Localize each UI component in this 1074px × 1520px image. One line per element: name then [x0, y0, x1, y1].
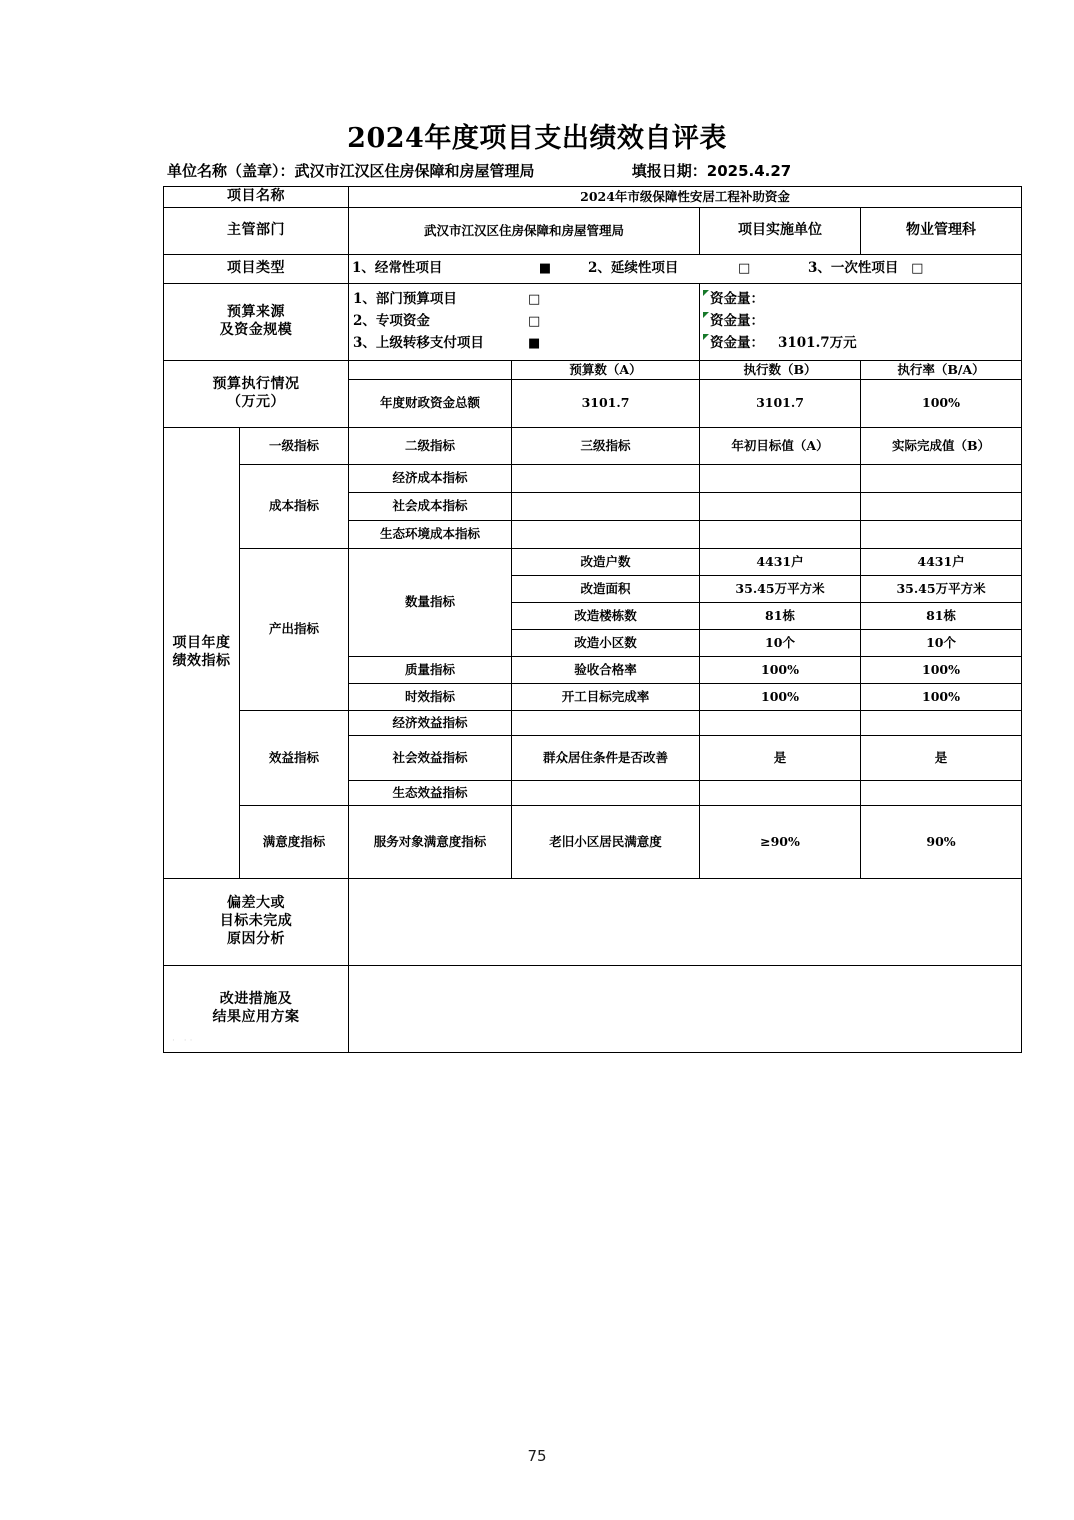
- report-date-value: 2025.4.27: [706, 162, 792, 180]
- indicator-level3: [512, 520, 700, 548]
- unit-name-value: 武汉市江汉区住房保障和房屋管理局: [294, 162, 535, 180]
- indicator-target: 4431户: [700, 548, 861, 575]
- budget-source-1-num: 1、: [353, 291, 376, 308]
- project-type-1-checkbox[interactable]: ■: [538, 261, 552, 277]
- indicator-level2: 时效指标: [349, 683, 512, 710]
- indicator-header-target: 年初目标值（A）: [700, 427, 861, 464]
- indicator-level2: 社会成本指标: [349, 492, 512, 520]
- table-row-deviation-analysis: [164, 878, 1022, 965]
- indicator-target: ≥90%: [700, 805, 861, 878]
- indicator-target: [700, 520, 861, 548]
- budget-exec-header-executed: 执行数（B）: [700, 360, 861, 379]
- indicator-header-actual: 实际完成值（B）: [861, 427, 1022, 464]
- page-title: 2024年度项目支出绩效自评表: [347, 123, 727, 154]
- indicator-level2: 经济成本指标: [349, 464, 512, 492]
- budget-exec-row-executed: 3101.7: [700, 379, 861, 427]
- performance-side-label-line2: 绩效指标: [172, 652, 231, 669]
- indicator-actual: 90%: [861, 805, 1022, 878]
- budget-source-3-checkbox[interactable]: ■: [528, 336, 541, 352]
- impl-unit-value: 物业管理科: [861, 207, 1022, 254]
- table-row-budget-source: [164, 283, 1022, 360]
- scan-artifact: · ··: [172, 1036, 196, 1046]
- table-row-benefit-1: [164, 710, 1022, 735]
- page-number: 75: [527, 1447, 547, 1465]
- project-type-2-checkbox[interactable]: □: [738, 261, 751, 277]
- indicator-level3: 改造小区数: [512, 629, 700, 656]
- indicator-target: [700, 464, 861, 492]
- indicator-level3: 改造户数: [512, 548, 700, 575]
- comment-marker-icon: [703, 334, 709, 340]
- project-type-3-label: 一次性项目: [830, 260, 899, 277]
- comment-marker-icon: [703, 312, 709, 318]
- improvement-label-line1: 改进措施及: [219, 991, 293, 1007]
- indicator-level3: 老旧小区居民满意度: [512, 805, 700, 878]
- table-row-project-name: [164, 187, 1022, 208]
- indicator-group-satisfaction: 满意度指标: [240, 805, 349, 878]
- performance-form-table: [163, 186, 1022, 1053]
- department-label: 主管部门: [164, 207, 349, 254]
- budget-exec-label-line2: （万元）: [227, 393, 285, 410]
- indicator-actual: 35.45万平方米: [861, 575, 1022, 602]
- performance-form-table-wrapper: [163, 186, 1021, 1053]
- indicator-level2: 生态效益指标: [349, 780, 512, 805]
- indicator-level3: 开工目标完成率: [512, 683, 700, 710]
- report-date-label: 填报日期：: [631, 162, 707, 180]
- budget-amount-1-label: 资金量：: [710, 291, 764, 308]
- indicator-target: 10个: [700, 629, 861, 656]
- budget-exec-header-blank: [349, 360, 512, 379]
- indicator-level2: 服务对象满意度指标: [349, 805, 512, 878]
- table-row-improvement: [164, 965, 1022, 1052]
- indicator-actual: 4431户: [861, 548, 1022, 575]
- table-row-output-1: [164, 548, 1022, 575]
- table-row-budget-exec-header: [164, 360, 1022, 379]
- indicator-actual: 81栋: [861, 602, 1022, 629]
- budget-exec-row-rate: 100%: [861, 379, 1022, 427]
- indicator-level3: [512, 710, 700, 735]
- indicator-actual: [861, 520, 1022, 548]
- deviation-analysis-label-line3: 原因分析: [227, 930, 285, 947]
- unit-name-label: 单位名称（盖章）：: [167, 162, 295, 180]
- budget-exec-row-budget: 3101.7: [512, 379, 700, 427]
- project-type-2-num: 2、: [588, 260, 611, 277]
- indicator-target: 100%: [700, 656, 861, 683]
- project-type-2-label: 延续性项目: [610, 260, 679, 277]
- project-type-1-num: 1、: [352, 260, 375, 277]
- improvement-content[interactable]: [349, 965, 1022, 1052]
- budget-source-1-checkbox[interactable]: □: [528, 292, 541, 308]
- indicator-actual: [861, 464, 1022, 492]
- project-name-label: 项目名称: [164, 187, 349, 208]
- table-row-cost-1: [164, 464, 1022, 492]
- indicator-group-output: 产出指标: [240, 548, 349, 710]
- indicator-group-cost: 成本指标: [240, 464, 349, 548]
- indicator-target: [700, 780, 861, 805]
- department-value: 武汉市江汉区住房保障和房屋管理局: [349, 207, 700, 254]
- deviation-analysis-label: [164, 878, 349, 965]
- project-type-3-checkbox[interactable]: □: [911, 261, 924, 277]
- indicator-target: 81栋: [700, 602, 861, 629]
- performance-side-label: [164, 427, 240, 878]
- indicator-level2: 生态环境成本指标: [349, 520, 512, 548]
- table-row-project-type: [164, 254, 1022, 283]
- indicator-target: 100%: [700, 683, 861, 710]
- budget-amount-2-label: 资金量：: [710, 313, 764, 330]
- indicator-target: [700, 710, 861, 735]
- indicator-level3: 验收合格率: [512, 656, 700, 683]
- indicator-level3: [512, 464, 700, 492]
- deviation-analysis-label-line2: 目标未完成: [219, 912, 293, 929]
- budget-amount-3-label: 资金量：: [710, 335, 764, 352]
- project-type-3-num: 3、: [808, 260, 831, 277]
- indicator-actual: [861, 780, 1022, 805]
- indicator-header-level1: 一级指标: [240, 427, 349, 464]
- budget-exec-label: [164, 360, 349, 427]
- impl-unit-label: 项目实施单位: [700, 207, 861, 254]
- indicator-actual: 10个: [861, 629, 1022, 656]
- performance-side-label-line1: 项目年度: [172, 635, 231, 651]
- budget-source-options: [349, 283, 700, 360]
- budget-source-label-line1: 预算来源: [227, 304, 285, 320]
- project-name-value: 2024年市级保障性安居工程补助资金: [349, 187, 1022, 208]
- deviation-analysis-content[interactable]: [349, 878, 1022, 965]
- indicator-level3: 改造楼栋数: [512, 602, 700, 629]
- budget-source-label-line2: 及资金规模: [219, 321, 293, 338]
- budget-exec-row-name: 年度财政资金总额: [349, 379, 512, 427]
- indicator-actual: [861, 710, 1022, 735]
- indicator-actual: 100%: [861, 656, 1022, 683]
- budget-source-2-checkbox[interactable]: □: [528, 314, 541, 330]
- budget-source-1-label: 部门预算项目: [375, 291, 457, 308]
- indicator-header-level3: 三级指标: [512, 427, 700, 464]
- indicator-level2-quantity: 数量指标: [349, 548, 512, 656]
- indicator-header-level2: 二级指标: [349, 427, 512, 464]
- indicator-level2: 社会效益指标: [349, 735, 512, 780]
- project-type-options: [349, 254, 1022, 283]
- indicator-level3: 改造面积: [512, 575, 700, 602]
- indicator-group-benefit: 效益指标: [240, 710, 349, 805]
- table-row-indicator-header: [164, 427, 1022, 464]
- budget-exec-label-line1: 预算执行情况: [212, 376, 300, 392]
- budget-source-label: [164, 283, 349, 360]
- project-type-label: 项目类型: [164, 254, 349, 283]
- budget-source-amounts: [700, 283, 1022, 360]
- project-type-1-label: 经常性项目: [374, 260, 443, 277]
- indicator-target: 是: [700, 735, 861, 780]
- indicator-level3: [512, 492, 700, 520]
- budget-exec-header-budget: 预算数（A）: [512, 360, 700, 379]
- indicator-target: 35.45万平方米: [700, 575, 861, 602]
- budget-exec-header-rate: 执行率（B/A）: [861, 360, 1022, 379]
- indicator-target: [700, 492, 861, 520]
- comment-marker-icon: [703, 290, 709, 296]
- indicator-level2: 质量指标: [349, 656, 512, 683]
- budget-source-2-label: 专项资金: [375, 313, 430, 330]
- deviation-analysis-label-line1: 偏差大或: [227, 895, 285, 912]
- indicator-actual: 是: [861, 735, 1022, 780]
- table-row-department: [164, 207, 1022, 254]
- indicator-actual: [861, 492, 1022, 520]
- document-subheader: [167, 160, 957, 181]
- budget-source-3-label: 上级转移支付项目: [375, 335, 484, 352]
- budget-amount-3-value: 3101.7万元: [778, 335, 857, 352]
- table-row-satisfaction: [164, 805, 1022, 878]
- indicator-actual: 100%: [861, 683, 1022, 710]
- improvement-label-line2: 结果应用方案: [212, 1008, 300, 1025]
- indicator-level3: 群众居住条件是否改善: [512, 735, 700, 780]
- budget-source-3-num: 3、: [353, 335, 376, 352]
- indicator-level2: 经济效益指标: [349, 710, 512, 735]
- budget-source-2-num: 2、: [353, 313, 376, 330]
- indicator-level3: [512, 780, 700, 805]
